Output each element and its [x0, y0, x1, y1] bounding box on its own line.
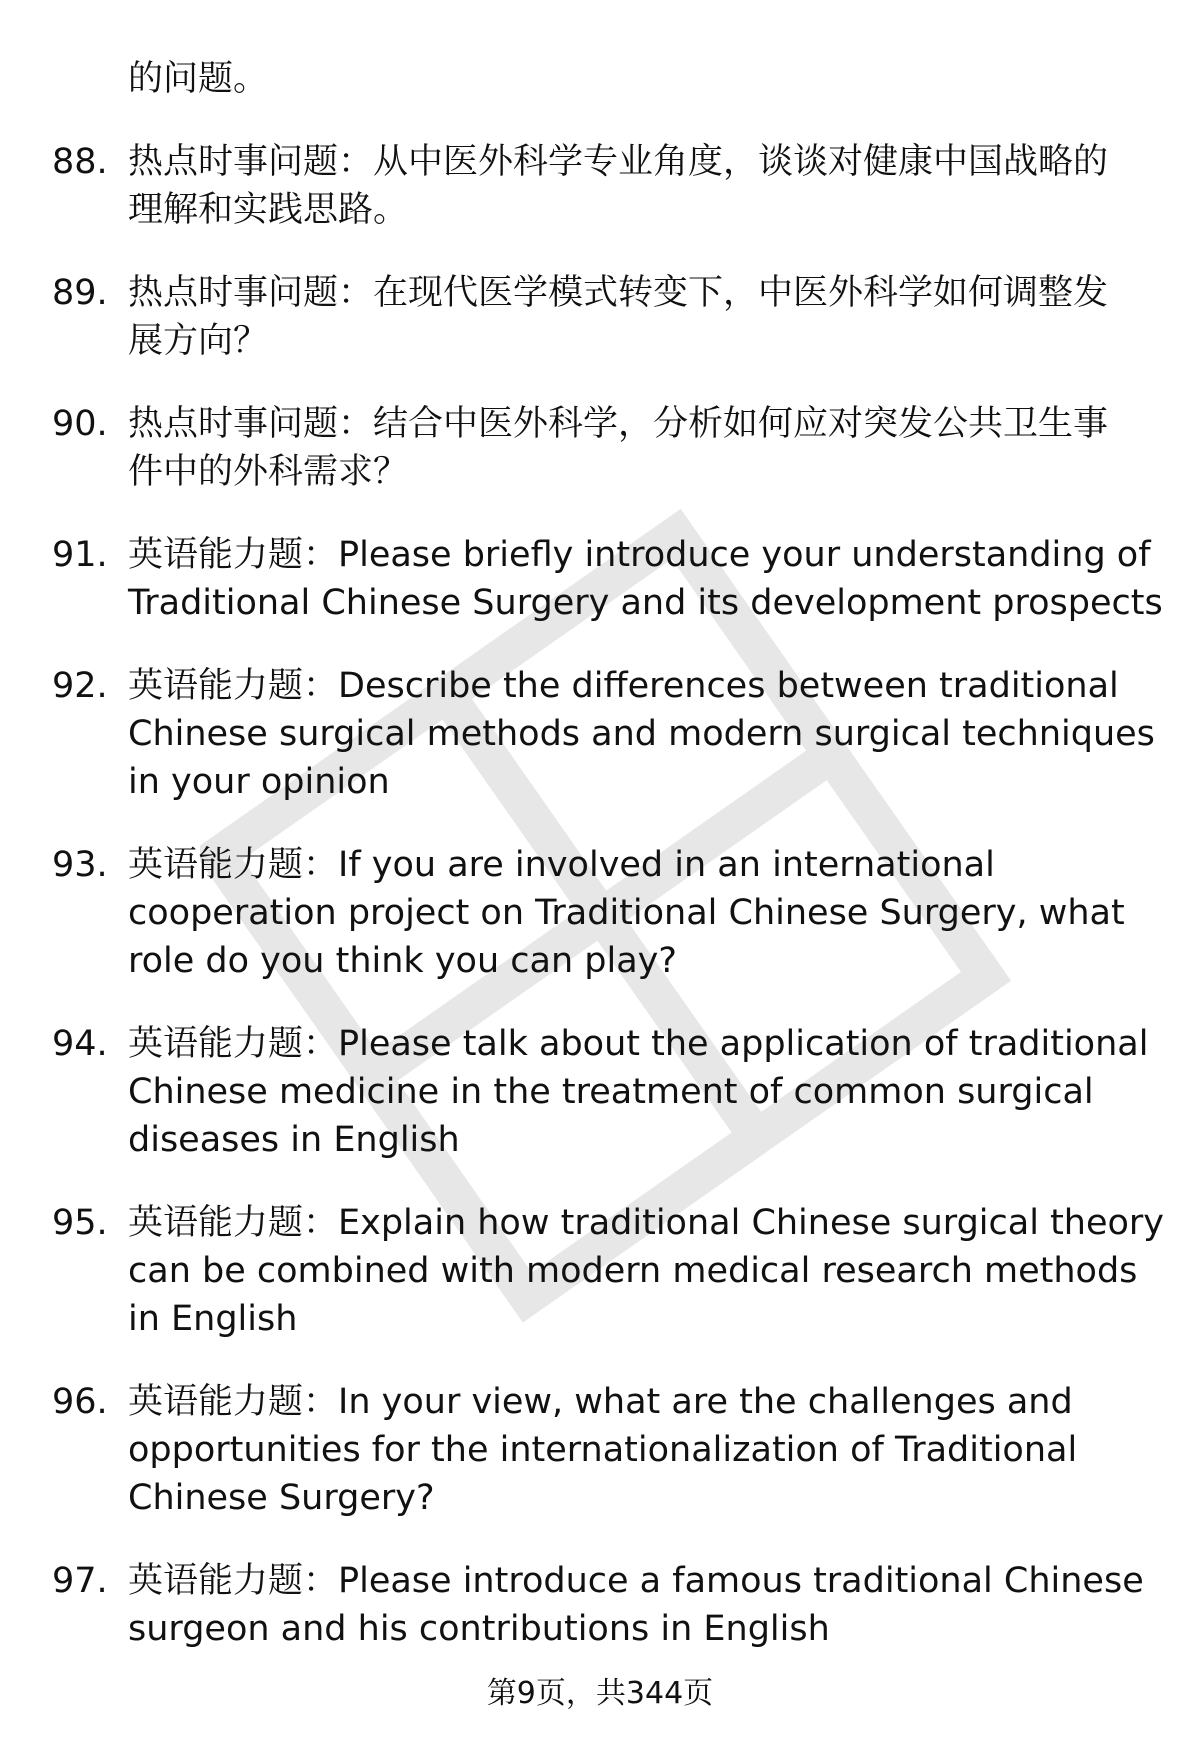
- question-text: [128, 1020, 1158, 1164]
- question-number: 95.: [52, 1203, 108, 1243]
- question-text-line: Traditional Chinese Surgery and its development prospects: [128, 583, 1163, 623]
- question-text-line: diseases in English: [128, 1120, 460, 1160]
- question-text-line: surgeon and his contributions in English: [128, 1609, 830, 1649]
- question-text-line: 英语能力题：Please talk about the application of traditional: [128, 1024, 1149, 1064]
- question-text-line: in English: [128, 1299, 298, 1339]
- question-number: 93.: [52, 845, 108, 885]
- question-text-line: Chinese surgical methods and modern surgical techniques: [128, 714, 1155, 754]
- question-text: [128, 1557, 1158, 1653]
- question-text-line: can be combined with modern medical research methods: [128, 1251, 1138, 1291]
- question-text-line: role do you think you can play?: [128, 941, 677, 981]
- question-text-line: Chinese medicine in the treatment of common surgical: [128, 1072, 1094, 1112]
- question-text: [128, 841, 1158, 985]
- question-item: [0, 269, 1200, 365]
- question-text-line: cooperation project on Traditional Chinese Surgery, what: [128, 893, 1125, 933]
- question-text: [128, 269, 1158, 365]
- question-item: [0, 1557, 1200, 1653]
- question-text: [128, 138, 1158, 234]
- question-number: 88.: [52, 142, 108, 182]
- question-number: 96.: [52, 1382, 108, 1422]
- question-item: [0, 1020, 1200, 1164]
- question-number: 90.: [52, 404, 108, 444]
- question-number: 92.: [52, 666, 108, 706]
- question-text-line: 英语能力题：Explain how traditional Chinese surgical theory: [128, 1203, 1165, 1243]
- question-text-line: 热点时事问题：从中医外科学专业角度，谈谈对健康中国战略的: [128, 142, 1109, 182]
- question-text-line: 理解和实践思路。: [128, 190, 409, 230]
- question-text-line: 件中的外科需求？: [128, 452, 409, 492]
- question-number: 97.: [52, 1561, 108, 1601]
- question-item: [0, 138, 1200, 234]
- question-item: [0, 400, 1200, 496]
- question-item: [0, 662, 1200, 806]
- question-item: [0, 1199, 1200, 1343]
- continuation-text: 的问题。: [128, 59, 269, 99]
- question-text-line: 展方向？: [128, 321, 269, 361]
- question-text: [128, 400, 1158, 496]
- question-text-line: 热点时事问题：在现代医学模式转变下，中医外科学如何调整发: [128, 273, 1109, 313]
- question-text: [128, 1199, 1165, 1343]
- question-list: [0, 138, 1200, 1688]
- question-text-line: in your opinion: [128, 762, 390, 802]
- question-text-line: 英语能力题：Please briefly introduce your understanding of: [128, 535, 1151, 575]
- question-text-line: 英语能力题：If you are involved in an international: [128, 845, 995, 885]
- question-text-line: 英语能力题：In your view, what are the challenges and: [128, 1382, 1073, 1422]
- question-text-line: 英语能力题：Please introduce a famous traditional Chinese: [128, 1561, 1144, 1601]
- question-text-line: Chinese Surgery?: [128, 1478, 435, 1518]
- question-text: [128, 662, 1158, 806]
- question-text-line: 英语能力题：Describe the differences between traditional: [128, 666, 1119, 706]
- question-number: 91.: [52, 535, 108, 575]
- question-text: [128, 531, 1163, 627]
- question-number: 94.: [52, 1024, 108, 1064]
- question-number: 89.: [52, 273, 108, 313]
- question-text-line: opportunities for the internationalization of Traditional: [128, 1430, 1078, 1470]
- question-text: [128, 1378, 1158, 1522]
- question-item: [0, 1378, 1200, 1522]
- page-footer: 第9页，共344页: [486, 1676, 714, 1711]
- question-item: [0, 841, 1200, 985]
- question-text-line: 热点时事问题：结合中医外科学，分析如何应对突发公共卫生事: [128, 404, 1109, 444]
- question-item: [0, 531, 1200, 627]
